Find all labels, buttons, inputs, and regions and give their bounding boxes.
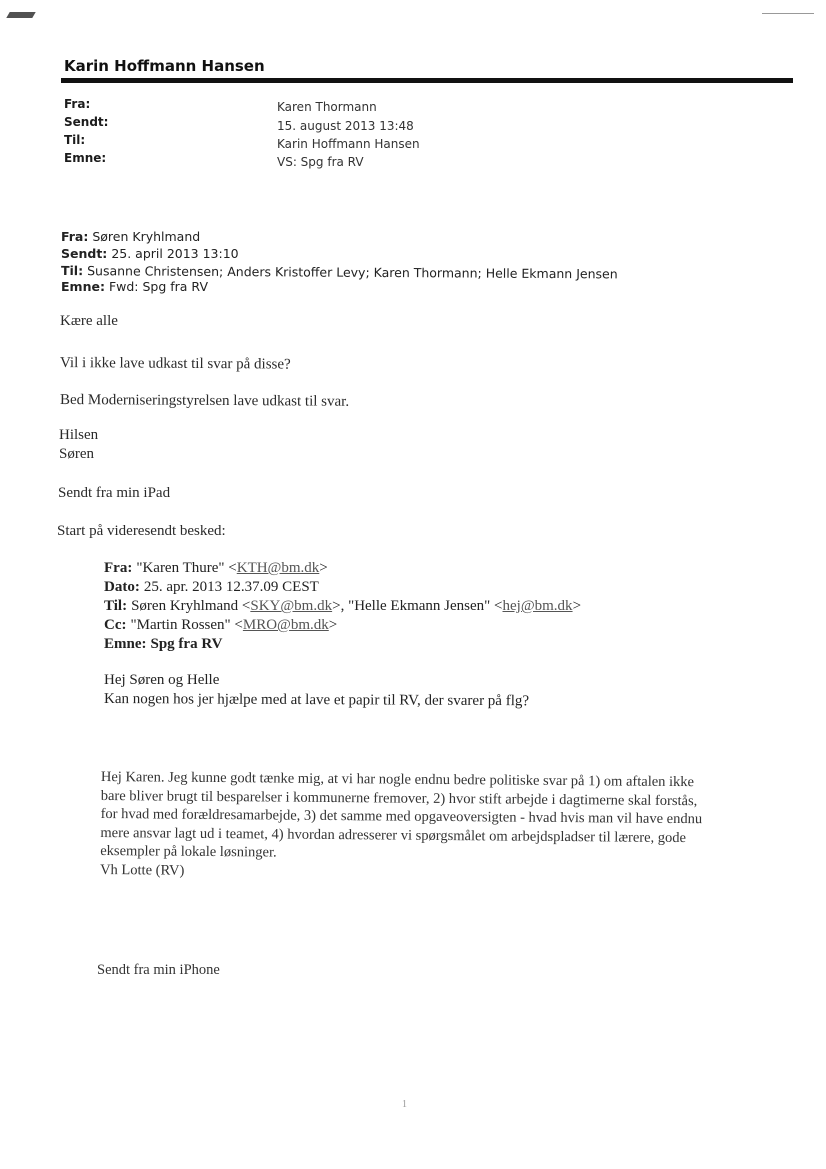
inner-to-end: > xyxy=(572,598,582,614)
message-sent-from: Sendt fra min iPad xyxy=(58,485,171,501)
header-rule xyxy=(61,78,793,83)
header-sent-label: Sendt: xyxy=(64,115,109,129)
inner-from-label: Fra: xyxy=(104,560,133,576)
page-number: 1 xyxy=(402,1099,407,1110)
forward-subject-label: Emne: xyxy=(61,279,105,294)
inner-to-label: Til: xyxy=(104,598,128,614)
inner-cc-end: > xyxy=(328,617,338,633)
forward-to-label: Til: xyxy=(60,263,84,279)
message-forward-intro: Start på videresendt besked: xyxy=(57,523,226,539)
inner-subject-value: Spg fra RV xyxy=(150,636,223,652)
inner-cc-name: "Martin Rossen" < xyxy=(130,617,243,633)
forward-to-value: Susanne Christensen; Anders Kristoffer Levy; Karen Thormann; Helle Ekmann Jensen xyxy=(87,263,618,282)
inner-lotte-text: Hej Karen. Jeg kunne godt tænke mig, at vi har nogle endnu bedre politiske svar på 1) om aftalen ikke bare bliver brugt til besparelser i kommunerne fremover, 2) hvor stift arbejde i dagtimerne skal forstås, for hvad med forældresamarbejde, 3) det samme med opgaveoversigten - hvad hvis man vil have endnu mere ansvar lagt ud i teamet, 4) hvordan adresserer vi spørgsmålet om arbejdspladser til lærere, gode eksempler på lokale løsninger. xyxy=(100,768,703,861)
inner-from-line xyxy=(104,560,328,577)
inner-cc-line xyxy=(104,617,337,634)
document-owner-name: Karin Hoffmann Hansen xyxy=(64,57,265,75)
inner-date-label: Dato: xyxy=(104,579,140,595)
header-to-value: Karin Hoffmann Hansen xyxy=(277,137,420,151)
scan-artifact-line xyxy=(762,13,814,14)
inner-greeting: Hej Søren og Helle xyxy=(104,672,220,688)
forward-from-value: Søren Kryhlmand xyxy=(92,229,201,244)
inner-from-name: "Karen Thure" < xyxy=(136,560,237,576)
inner-lotte-paragraph xyxy=(100,768,713,884)
inner-sent-from: Sendt fra min iPhone xyxy=(97,962,220,978)
inner-request: Kan nogen hos jer hjælpe med at lave et papir til RV, der svarer på flg? xyxy=(103,691,530,710)
inner-to-email-1[interactable]: SKY@bm.dk xyxy=(250,598,333,614)
inner-to-line xyxy=(104,598,581,615)
message-signature: Søren xyxy=(59,446,94,462)
inner-from-end: > xyxy=(319,560,328,576)
forward-subject-value: Fwd: Spg fra RV xyxy=(108,279,208,294)
inner-date-line xyxy=(104,579,319,596)
message-closing: Hilsen xyxy=(59,427,99,443)
inner-from-email[interactable]: KTH@bm.dk xyxy=(236,560,320,576)
inner-to-name-1: Søren Kryhlmand < xyxy=(131,598,251,614)
header-from-value: Karen Thormann xyxy=(277,100,377,114)
inner-lotte-sign: Vh Lotte (RV) xyxy=(100,861,185,879)
forward-from-line xyxy=(61,229,200,244)
forward-sent-label: Sendt: xyxy=(61,246,108,261)
inner-to-email-2[interactable]: hej@bm.dk xyxy=(502,598,573,614)
message-line-2: Bed Moderniseringstyrelsen lave udkast til svar. xyxy=(59,392,350,410)
message-greeting: Kære alle xyxy=(60,313,118,329)
inner-to-mid: >, "Helle Ekmann Jensen" < xyxy=(332,598,503,614)
header-subject-value: VS: Spg fra RV xyxy=(277,155,364,169)
inner-date-value: 25. apr. 2013 12.37.09 CEST xyxy=(143,579,319,595)
header-subject-label: Emne: xyxy=(64,151,107,165)
header-sent-value: 15. august 2013 13:48 xyxy=(277,119,414,133)
inner-subject-line xyxy=(104,636,226,653)
message-line-1: Vil i ikke lave udkast til svar på disse? xyxy=(59,355,291,373)
scan-artifact xyxy=(6,12,35,18)
inner-subject-label: Emne: xyxy=(104,636,147,652)
forward-sent-line xyxy=(61,246,239,261)
forward-sent-value: 25. april 2013 13:10 xyxy=(111,246,239,261)
forward-subject-line xyxy=(61,279,208,294)
header-to-label: Til: xyxy=(64,133,86,147)
inner-cc-label: Cc: xyxy=(104,617,127,633)
header-from-label: Fra: xyxy=(64,97,91,111)
forward-from-label: Fra: xyxy=(61,229,89,244)
inner-cc-email[interactable]: MRO@bm.dk xyxy=(242,617,329,633)
